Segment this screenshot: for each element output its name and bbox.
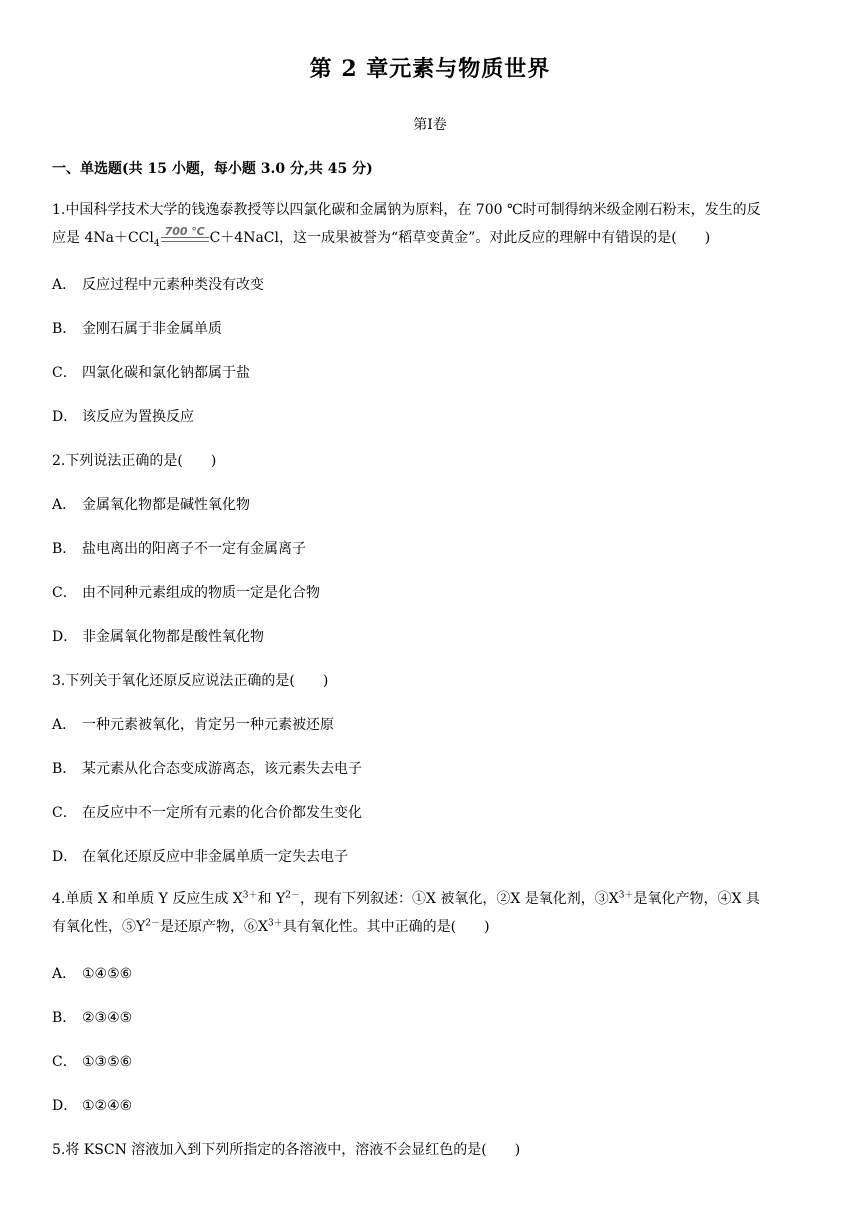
page-title: 第 2 章元素与物质世界 bbox=[309, 56, 551, 82]
option-text: 盐电离出的阳离子不一定有金属离子 bbox=[82, 541, 306, 557]
option-letter: C． bbox=[52, 805, 77, 821]
q1-option-b[interactable] bbox=[52, 319, 222, 339]
option-text: ②③④⑤ bbox=[82, 1010, 133, 1026]
q2-option-c[interactable] bbox=[52, 583, 320, 603]
reaction-condition-arrow bbox=[161, 225, 209, 244]
question-1-equation-right: C＋4NaCl，这一成果被誉为“稻草变黄金”。对此反应的理解中有错误的是( ) bbox=[209, 230, 711, 246]
question-4-line-1 bbox=[52, 885, 812, 913]
text-run: 具有氧化性。其中正确的是( ) bbox=[282, 919, 490, 935]
section-heading: 一、单选题(共 15 小题，每小题 3.0 分,共 45 分) bbox=[52, 161, 373, 177]
question-1-line-2 bbox=[52, 224, 812, 252]
text-run: 是还原产物，⑥X bbox=[159, 919, 268, 935]
q4-option-d[interactable] bbox=[52, 1096, 132, 1116]
q4-option-a[interactable] bbox=[52, 964, 132, 984]
q4-option-c[interactable] bbox=[52, 1052, 132, 1072]
option-letter: B． bbox=[52, 761, 77, 777]
q1-option-c[interactable] bbox=[52, 363, 250, 383]
option-text: 在氧化还原反应中非金属单质一定失去电子 bbox=[82, 849, 348, 865]
superscript: 2－ bbox=[145, 918, 160, 929]
q2-option-b[interactable] bbox=[52, 539, 306, 559]
option-letter: B． bbox=[52, 541, 77, 557]
option-text: 非金属氧化物都是酸性氧化物 bbox=[82, 629, 264, 645]
option-text: 该反应为置换反应 bbox=[82, 409, 194, 425]
question-1-equation-left: 应是 4Na＋CCl bbox=[52, 230, 154, 246]
q2-option-d[interactable] bbox=[52, 627, 264, 647]
option-text: 四氯化碳和氯化钠都属于盐 bbox=[82, 365, 250, 381]
q4-option-b[interactable] bbox=[52, 1008, 132, 1028]
option-letter: B． bbox=[52, 321, 77, 337]
option-letter: A． bbox=[52, 497, 77, 513]
q3-option-a[interactable] bbox=[52, 715, 334, 735]
text-run: 是氧化产物，④X 具 bbox=[633, 891, 760, 907]
q2-option-a[interactable] bbox=[52, 495, 250, 515]
superscript: 3＋ bbox=[242, 890, 258, 901]
question-5: 5.将 KSCN 溶液加入到下列所指定的各溶液中，溶液不会显红色的是( ) bbox=[52, 1142, 521, 1158]
option-text: ①③⑤⑥ bbox=[82, 1054, 133, 1070]
option-text: 由不同种元素组成的物质一定是化合物 bbox=[82, 585, 320, 601]
q1-option-a[interactable] bbox=[52, 275, 264, 295]
option-text: 一种元素被氧化，肯定另一种元素被还原 bbox=[82, 717, 334, 733]
option-letter: A． bbox=[52, 277, 77, 293]
question-1-line-1: 1.中国科学技术大学的钱逸泰教授等以四氯化碳和金属钠为原料，在 700 ℃时可制得纳米级金刚石粉末，发生的反 bbox=[52, 202, 761, 218]
q3-option-b[interactable] bbox=[52, 759, 362, 779]
superscript: 3＋ bbox=[618, 890, 634, 901]
option-letter: C． bbox=[52, 1054, 77, 1070]
text-run: 和 Y bbox=[257, 891, 286, 907]
superscript: 2－ bbox=[285, 890, 300, 901]
option-letter: D． bbox=[52, 1098, 78, 1114]
option-text: ①④⑤⑥ bbox=[82, 966, 133, 982]
superscript: 3＋ bbox=[267, 918, 283, 929]
q3-option-c[interactable] bbox=[52, 803, 362, 823]
option-letter: D． bbox=[52, 409, 78, 425]
text-run: ，现有下列叙述：①X 被氧化，②X 是氧化剂，③X bbox=[299, 891, 619, 907]
subscript: 4 bbox=[153, 238, 160, 249]
reaction-condition-label: 700 ℃ bbox=[164, 225, 205, 238]
option-letter: D． bbox=[52, 849, 78, 865]
option-text: 在反应中不一定所有元素的化合价都发生变化 bbox=[82, 805, 362, 821]
option-text: 反应过程中元素种类没有改变 bbox=[82, 277, 264, 293]
option-letter: D． bbox=[52, 629, 78, 645]
question-4 bbox=[52, 885, 812, 941]
option-text: 某元素从化合态变成游离态，该元素失去电子 bbox=[82, 761, 362, 777]
text-run: 4.单质 X 和单质 Y 反应生成 X bbox=[52, 891, 243, 907]
option-letter: B． bbox=[52, 1010, 77, 1026]
option-letter: A． bbox=[52, 717, 77, 733]
option-letter: C． bbox=[52, 365, 77, 381]
option-text: ①②④⑥ bbox=[82, 1098, 133, 1114]
q3-option-d[interactable] bbox=[52, 847, 348, 867]
question-2: 2.下列说法正确的是( ) bbox=[52, 453, 217, 469]
q1-option-d[interactable] bbox=[52, 407, 194, 427]
option-letter: C． bbox=[52, 585, 77, 601]
question-4-line-2 bbox=[52, 913, 812, 941]
question-3: 3.下列关于氧化还原反应说法正确的是( ) bbox=[52, 673, 329, 689]
question-1 bbox=[52, 196, 812, 252]
option-text: 金刚石属于非金属单质 bbox=[82, 321, 222, 337]
text-run: 有氧化性，⑤Y bbox=[52, 919, 146, 935]
option-letter: A． bbox=[52, 966, 77, 982]
volume-label: 第Ⅰ卷 bbox=[413, 117, 447, 133]
option-text: 金属氧化物都是碱性氧化物 bbox=[82, 497, 250, 513]
